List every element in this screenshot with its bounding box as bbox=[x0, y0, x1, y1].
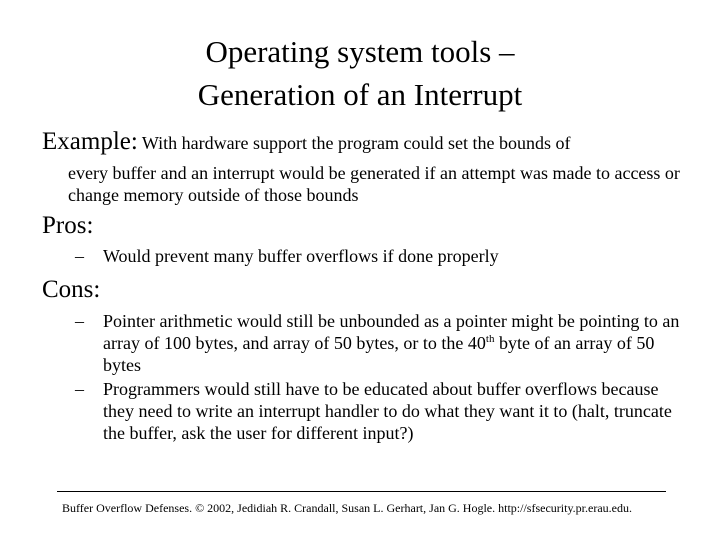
pros-list-item bbox=[75, 245, 685, 267]
example-label: Example: bbox=[42, 128, 138, 155]
cons-item-text bbox=[103, 310, 685, 376]
ordinal-superscript: th bbox=[485, 333, 495, 345]
cons-item-text-part: Pointer arithmetic would still be unbounded as a pointer might be pointing to an array of 100 bytes, and array of 50 bytes, or to the 40 bbox=[103, 311, 680, 353]
cons-item-text-part: byte of an array of 50 bytes bbox=[103, 333, 655, 375]
footer-divider bbox=[57, 491, 666, 492]
pros-heading: Pros: bbox=[42, 212, 94, 239]
slide-title bbox=[0, 30, 720, 116]
bullet-dash: – bbox=[75, 379, 84, 399]
bullet-dash: – bbox=[75, 311, 84, 331]
footer-citation: Buffer Overflow Defenses. © 2002, Jedidiah R. Crandall, Susan L. Gerhart, Jan G. Hogle. http://sfsecurity.pr.erau.edu. bbox=[62, 501, 632, 515]
example-continuation-text: every buffer and an interrupt would be generated if an attempt was made to access or change memory outside of those bounds bbox=[68, 163, 680, 205]
example-lead-text: With hardware support the program could set the bounds of bbox=[141, 133, 571, 153]
bullet-dash: – bbox=[75, 246, 84, 266]
cons-list-item bbox=[75, 378, 685, 444]
cons-item-text: Programmers would still have to be educated about buffer overflows because they need to write an interrupt handler to do what they want it to (halt, truncate the buffer, ask the user for different input?) bbox=[103, 379, 672, 443]
cons-heading: Cons: bbox=[42, 276, 101, 303]
slide-title-line-1: Operating system tools – bbox=[205, 34, 515, 69]
pros-item-text: Would prevent many buffer overflows if done properly bbox=[103, 246, 499, 266]
example-heading bbox=[42, 128, 570, 156]
slide-title-line-2: Generation of an Interrupt bbox=[197, 77, 523, 112]
cons-list-item bbox=[75, 310, 685, 376]
